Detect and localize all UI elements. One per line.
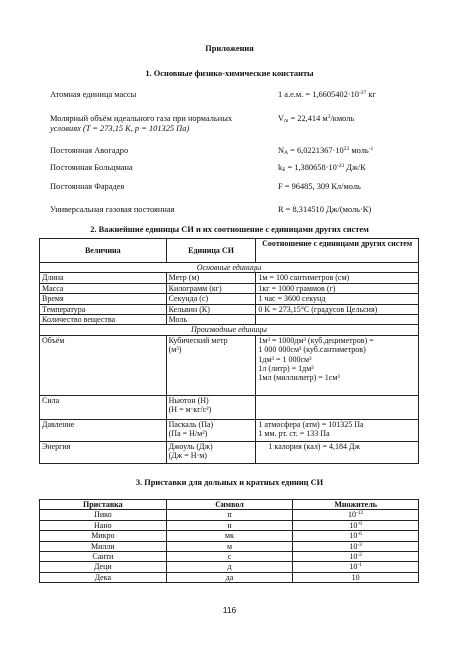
table-cell: 10 — [293, 572, 419, 582]
si-prefix-table — [39, 499, 419, 583]
table-cell: н — [166, 520, 293, 530]
table-cell: $10^{-9}$ — [293, 520, 419, 530]
table-cell — [256, 395, 419, 419]
table-row — [40, 552, 419, 562]
constant-name: Универсальная газовая постоянная — [50, 205, 175, 214]
table-row — [40, 304, 419, 314]
table-cell: 0 K = 273,15°C (градусов Цельсия) — [256, 304, 419, 314]
table-cell: Сила — [40, 395, 167, 419]
column-header: Единица СИ — [166, 239, 256, 263]
table-row — [40, 562, 419, 572]
section2-heading: 2. Важнейшие единицы СИ и их соотношение с единицами других систем — [90, 225, 369, 234]
table-cell: Микро — [40, 531, 167, 541]
constant-value: F = 96485, 309 Кл/моль — [278, 182, 361, 191]
constant-value: $k_Б = 1,380658\cdot 10^{-23}$ Дж/К — [278, 163, 366, 173]
constant-name: Атомная единица массы — [50, 90, 137, 99]
table-cell: Время — [40, 294, 167, 304]
constant-value: $V_m = 22,414$ $м^3$/кмоль — [278, 114, 355, 124]
table-header-row — [40, 239, 419, 263]
table-row — [40, 520, 419, 530]
group-row — [40, 325, 419, 335]
column-header: Символ — [166, 500, 293, 510]
constant-name: Постоянная Авогадро — [50, 146, 129, 155]
table-cell: Килограмм (кг) — [166, 283, 256, 293]
table-cell: Масса — [40, 283, 167, 293]
page-number: 116 — [222, 605, 237, 615]
table-cell: $10^{-2}$ — [293, 552, 419, 562]
table-cell: Объём — [40, 335, 167, 395]
table-cell: Длина — [40, 273, 167, 283]
table-cell: Энергия — [40, 441, 167, 463]
table-cell: Давление — [40, 419, 167, 441]
table-cell: 1 час = 3600 секунд — [256, 294, 419, 304]
table-cell: $10^{-12}$ — [293, 510, 419, 520]
table-row — [40, 335, 419, 395]
table-cell: $10^{-1}$ — [293, 562, 419, 572]
table-cell: Температура — [40, 304, 167, 314]
table-cell: Количество вещества — [40, 315, 167, 325]
table-cell: Пико — [40, 510, 167, 520]
table-cell: $10^{-3}$ — [293, 541, 419, 551]
group-row — [40, 263, 419, 273]
si-units-table — [39, 238, 419, 464]
constant-name: Постоянная Больцмана — [50, 163, 133, 172]
table-cell: Секунда (с) — [166, 294, 256, 304]
table-cell: Деци — [40, 562, 167, 572]
table-row — [40, 395, 419, 419]
column-header: Величина — [40, 239, 167, 263]
table-row — [40, 531, 419, 541]
table-header-row — [40, 500, 419, 510]
table-cell: д — [166, 562, 293, 572]
table-cell: да — [166, 572, 293, 582]
table-cell: Нано — [40, 520, 167, 530]
table-cell: п — [166, 510, 293, 520]
table-cell: 1 калория (кал) = 4,184 Дж — [256, 441, 419, 463]
table-cell: м — [166, 541, 293, 551]
constant-value: R = 8,314510 Дж/(моль·К) — [278, 205, 372, 214]
section1-heading: 1. Основные физико-химические константы — [145, 69, 314, 78]
table-cell — [256, 315, 419, 325]
constant-name: Постоянная Фарадея — [50, 182, 125, 191]
column-header: Приставка — [40, 500, 167, 510]
table-cell: Санти — [40, 552, 167, 562]
table-cell: 1 атмосфера (атм) = 101325 Па 1 мм. рт. ст. = 133 Па — [256, 419, 419, 441]
table-row — [40, 572, 419, 582]
table-row — [40, 510, 419, 520]
constant-name-conditions: условиях (T = 273,15 K, p = 101325 Па) — [50, 124, 190, 133]
table-cell: Дека — [40, 572, 167, 582]
table-cell: Джоуль (Дж) (Дж = Н·м) — [166, 441, 256, 463]
table-cell: Кельвин (К) — [166, 304, 256, 314]
table-cell: Ньютон (Н) (Н = м·кг/с²) — [166, 395, 256, 419]
table-cell: мк — [166, 531, 293, 541]
group-label: Производные единицы — [40, 325, 419, 335]
table-cell: 1м³ = 1000дм³ (куб.дециметров) = 1 000 000см³ (куб.сантиметров) 1дм³ = 1 000см³ 1л (литр) = 1дм³ 1мл (миллилитр) = 1см³ — [256, 335, 419, 395]
table-row — [40, 283, 419, 293]
table-cell: Метр (м) — [166, 273, 256, 283]
group-label: Основные единицы — [40, 263, 419, 273]
table-row — [40, 294, 419, 304]
table-cell: 1кг = 1000 граммов (г) — [256, 283, 419, 293]
constant-value: 1 а.е.м. = $1,6605402\cdot 10^{-27}$ кг — [278, 90, 376, 99]
column-header: Множитель — [293, 500, 419, 510]
table-cell: с — [166, 552, 293, 562]
table-row — [40, 315, 419, 325]
table-row — [40, 541, 419, 551]
constant-value: $N_A = 6,0221367\cdot 10^{23}$ моль$^{-1}$ — [278, 146, 374, 156]
table-row — [40, 419, 419, 441]
column-header: Соотношение с единицами других систем — [256, 239, 419, 263]
table-cell: Моль — [166, 315, 256, 325]
table-cell: $10^{-6}$ — [293, 531, 419, 541]
table-cell: Паскаль (Па) (Па = Н/м²) — [166, 419, 256, 441]
table-row — [40, 273, 419, 283]
table-cell: 1м = 100 сантиметров (см) — [256, 273, 419, 283]
table-cell: Милли — [40, 541, 167, 551]
table-row — [40, 441, 419, 463]
page-title: Приложения — [205, 44, 254, 53]
table-cell: Кубический метр (м³) — [166, 335, 256, 395]
constant-name: Молярный объём идеального газа при нормальных — [50, 114, 233, 123]
section3-heading: 3. Приставки для дольных и кратных единиц СИ — [135, 478, 324, 487]
